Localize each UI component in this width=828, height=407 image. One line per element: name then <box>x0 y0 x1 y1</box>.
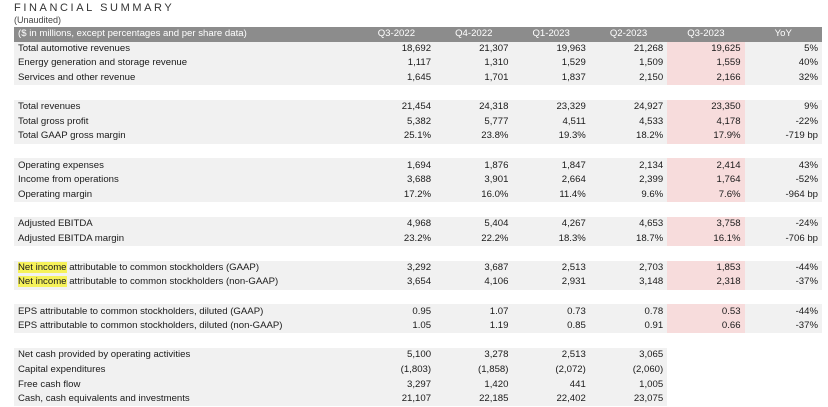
value-cell: (1,803) <box>358 363 435 378</box>
value-cell: 17.9% <box>667 129 744 144</box>
row-label-text: Total automotive revenues <box>18 42 130 54</box>
value-cell: 0.78 <box>590 304 667 319</box>
row-label <box>14 261 358 276</box>
value-cell: 2,664 <box>512 173 589 188</box>
row-label-text: Cash, cash equivalents and investments <box>18 393 190 405</box>
highlighted-text: Net income <box>18 261 67 273</box>
value-cell: 19,625 <box>667 42 744 57</box>
value-cell: 3,297 <box>358 377 435 392</box>
value-cell: 3,901 <box>435 173 512 188</box>
yoy-cell: -706 bp <box>745 231 822 246</box>
header-col-yoy: YoY <box>745 27 822 42</box>
row-label-text: Free cash flow <box>18 378 81 390</box>
row-label-text: Income from operations <box>18 174 119 186</box>
value-cell: 22,185 <box>435 392 512 407</box>
value-cell: 1,509 <box>590 56 667 71</box>
yoy-cell: 5% <box>745 42 822 57</box>
value-cell: 4,178 <box>667 115 744 130</box>
value-cell: 23.8% <box>435 129 512 144</box>
value-cell: 0.66 <box>667 319 744 334</box>
value-cell: 2,931 <box>512 275 589 290</box>
value-cell: 24,318 <box>435 100 512 115</box>
value-cell: 1,847 <box>512 158 589 173</box>
row-label-text: Total revenues <box>18 101 81 113</box>
table-row <box>14 56 822 71</box>
group-spacer <box>14 144 822 159</box>
row-label-text: Operating expenses <box>18 159 104 171</box>
value-cell: 1,837 <box>512 71 589 86</box>
value-cell: 4,653 <box>590 217 667 232</box>
row-label-text: Total gross profit <box>18 115 89 127</box>
value-cell: 1.05 <box>358 319 435 334</box>
value-cell: 17.2% <box>358 188 435 203</box>
yoy-cell: -44% <box>745 261 822 276</box>
row-label-text: Energy generation and storage revenue <box>18 57 188 69</box>
group-spacer <box>14 202 822 217</box>
row-label <box>14 188 358 203</box>
value-cell: 2,414 <box>667 158 744 173</box>
row-label <box>14 231 358 246</box>
table-row <box>14 129 822 144</box>
table-row <box>14 115 822 130</box>
yoy-cell: 40% <box>745 56 822 71</box>
value-cell: 1,005 <box>590 377 667 392</box>
financial-summary-table <box>14 27 822 406</box>
row-label <box>14 304 358 319</box>
value-cell: 0.73 <box>512 304 589 319</box>
value-cell: (1,858) <box>435 363 512 378</box>
table-row <box>14 71 822 86</box>
spacer-cell <box>14 202 822 217</box>
table-row <box>14 377 822 392</box>
header-col-q3-2022: Q3-2022 <box>358 27 435 42</box>
row-label <box>14 275 358 290</box>
value-cell: 2,513 <box>512 261 589 276</box>
spacer-cell <box>14 333 822 348</box>
value-cell: 441 <box>512 377 589 392</box>
highlighted-text: Net income <box>18 276 67 288</box>
value-cell: 1,701 <box>435 71 512 86</box>
value-cell: 2,134 <box>590 158 667 173</box>
header-col-q1-2023: Q1-2023 <box>512 27 589 42</box>
yoy-cell: 32% <box>745 71 822 86</box>
table-row <box>14 392 822 407</box>
empty-cell <box>667 377 744 392</box>
yoy-cell: 9% <box>745 100 822 115</box>
empty-cell <box>667 363 744 378</box>
yoy-cell: -719 bp <box>745 129 822 144</box>
table-row <box>14 319 822 334</box>
page-title: FINANCIAL SUMMARY <box>14 2 175 14</box>
row-label <box>14 129 358 144</box>
value-cell: 1,645 <box>358 71 435 86</box>
row-label <box>14 319 358 334</box>
value-cell: 4,533 <box>590 115 667 130</box>
empty-cell <box>667 348 744 363</box>
value-cell: 23,329 <box>512 100 589 115</box>
row-label-text: Total GAAP gross margin <box>18 130 126 142</box>
value-cell: 1.07 <box>435 304 512 319</box>
value-cell: 1,764 <box>667 173 744 188</box>
yoy-cell: -37% <box>745 275 822 290</box>
spacer-cell <box>14 246 822 261</box>
value-cell: 19,963 <box>512 42 589 57</box>
yoy-cell: -24% <box>745 217 822 232</box>
value-cell: 7.6% <box>667 188 744 203</box>
value-cell: 2,513 <box>512 348 589 363</box>
value-cell: 4,511 <box>512 115 589 130</box>
empty-cell <box>745 377 822 392</box>
value-cell: 21,307 <box>435 42 512 57</box>
value-cell: 1,117 <box>358 56 435 71</box>
value-cell: 22.2% <box>435 231 512 246</box>
value-cell: (2,072) <box>512 363 589 378</box>
page-subtitle: (Unaudited) <box>14 15 62 25</box>
row-label <box>14 377 358 392</box>
value-cell: 18,692 <box>358 42 435 57</box>
table-body <box>14 42 822 407</box>
row-label-text: Net cash provided by operating activities <box>18 349 191 361</box>
empty-cell <box>745 348 822 363</box>
header-label: ($ in millions, except percentages and per share data) <box>14 27 358 42</box>
yoy-cell: -44% <box>745 304 822 319</box>
value-cell: 4,968 <box>358 217 435 232</box>
value-cell: 3,654 <box>358 275 435 290</box>
table-row <box>14 231 822 246</box>
value-cell: 0.85 <box>512 319 589 334</box>
row-label <box>14 115 358 130</box>
group-spacer <box>14 246 822 261</box>
value-cell: 5,100 <box>358 348 435 363</box>
value-cell: 2,166 <box>667 71 744 86</box>
row-label-text: EPS attributable to common stockholders, diluted (GAAP) <box>18 305 264 317</box>
empty-cell <box>745 392 822 407</box>
value-cell: 21,454 <box>358 100 435 115</box>
table-row <box>14 42 822 57</box>
value-cell: 21,268 <box>590 42 667 57</box>
row-label-text: Adjusted EBITDA <box>18 218 93 230</box>
value-cell: 11.4% <box>512 188 589 203</box>
row-label-text: Adjusted EBITDA margin <box>18 232 125 244</box>
row-label <box>14 100 358 115</box>
table-header-row <box>14 27 822 42</box>
value-cell: 18.7% <box>590 231 667 246</box>
value-cell: 5,404 <box>435 217 512 232</box>
row-label-text: attributable to common stockholders (non-GAAP) <box>66 276 279 288</box>
value-cell: 3,292 <box>358 261 435 276</box>
value-cell: 3,278 <box>435 348 512 363</box>
value-cell: 3,688 <box>358 173 435 188</box>
table-row <box>14 188 822 203</box>
row-label <box>14 42 358 57</box>
row-label <box>14 363 358 378</box>
value-cell: 23,075 <box>590 392 667 407</box>
header-col-q4-2022: Q4-2022 <box>435 27 512 42</box>
row-label <box>14 173 358 188</box>
value-cell: 2,150 <box>590 71 667 86</box>
value-cell: 1,420 <box>435 377 512 392</box>
table-row <box>14 275 822 290</box>
row-label <box>14 56 358 71</box>
value-cell: 1,529 <box>512 56 589 71</box>
table-row <box>14 173 822 188</box>
value-cell: (2,060) <box>590 363 667 378</box>
value-cell: 1,694 <box>358 158 435 173</box>
value-cell: 5,382 <box>358 115 435 130</box>
yoy-cell: 43% <box>745 158 822 173</box>
value-cell: 3,148 <box>590 275 667 290</box>
value-cell: 23.2% <box>358 231 435 246</box>
yoy-cell: -52% <box>745 173 822 188</box>
value-cell: 19.3% <box>512 129 589 144</box>
row-label-text: Services and other revenue <box>18 72 136 84</box>
table-row <box>14 217 822 232</box>
row-label-text: attributable to common stockholders (GAAP) <box>66 261 260 273</box>
value-cell: 3,687 <box>435 261 512 276</box>
table-row <box>14 363 822 378</box>
spacer-cell <box>14 85 822 100</box>
value-cell: 25.1% <box>358 129 435 144</box>
spacer-cell <box>14 144 822 159</box>
spacer-cell <box>14 290 822 305</box>
row-label-text: EPS attributable to common stockholders, diluted (non-GAAP) <box>18 320 283 332</box>
group-spacer <box>14 290 822 305</box>
table-row <box>14 304 822 319</box>
table-row <box>14 158 822 173</box>
value-cell: 1,559 <box>667 56 744 71</box>
row-label <box>14 158 358 173</box>
table-row <box>14 348 822 363</box>
value-cell: 1,876 <box>435 158 512 173</box>
header-col-q3-2023: Q3-2023 <box>667 27 744 42</box>
value-cell: 21,107 <box>358 392 435 407</box>
value-cell: 9.6% <box>590 188 667 203</box>
value-cell: 16.0% <box>435 188 512 203</box>
value-cell: 18.2% <box>590 129 667 144</box>
group-spacer <box>14 85 822 100</box>
table-row <box>14 100 822 115</box>
row-label-text: Operating margin <box>18 188 93 200</box>
value-cell: 1.19 <box>435 319 512 334</box>
row-label-text: Capital expenditures <box>18 363 106 375</box>
yoy-cell: -964 bp <box>745 188 822 203</box>
row-label <box>14 392 358 407</box>
value-cell: 5,777 <box>435 115 512 130</box>
value-cell: 16.1% <box>667 231 744 246</box>
value-cell: 3,758 <box>667 217 744 232</box>
value-cell: 0.91 <box>590 319 667 334</box>
empty-cell <box>667 392 744 407</box>
value-cell: 23,350 <box>667 100 744 115</box>
value-cell: 2,703 <box>590 261 667 276</box>
row-label <box>14 348 358 363</box>
value-cell: 3,065 <box>590 348 667 363</box>
group-spacer <box>14 333 822 348</box>
value-cell: 24,927 <box>590 100 667 115</box>
value-cell: 0.53 <box>667 304 744 319</box>
table-row <box>14 261 822 276</box>
value-cell: 18.3% <box>512 231 589 246</box>
value-cell: 2,318 <box>667 275 744 290</box>
value-cell: 0.95 <box>358 304 435 319</box>
row-label <box>14 71 358 86</box>
value-cell: 2,399 <box>590 173 667 188</box>
yoy-cell: -37% <box>745 319 822 334</box>
empty-cell <box>745 363 822 378</box>
value-cell: 22,402 <box>512 392 589 407</box>
value-cell: 1,853 <box>667 261 744 276</box>
yoy-cell: -22% <box>745 115 822 130</box>
header-col-q2-2023: Q2-2023 <box>590 27 667 42</box>
value-cell: 4,267 <box>512 217 589 232</box>
row-label <box>14 217 358 232</box>
value-cell: 4,106 <box>435 275 512 290</box>
value-cell: 1,310 <box>435 56 512 71</box>
